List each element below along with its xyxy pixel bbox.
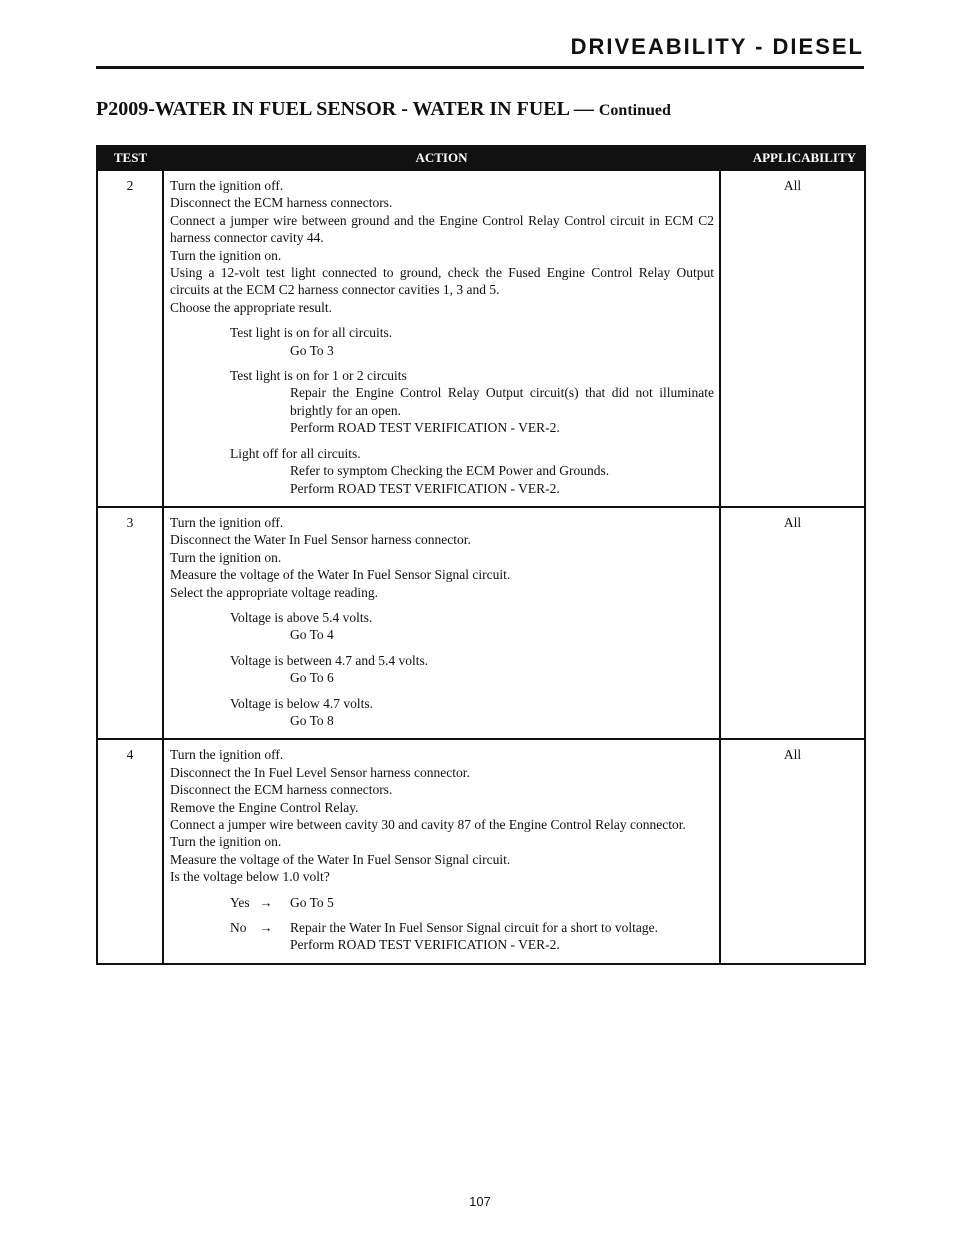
action-step: Using a 12-volt test light connected to ground, check the Fused Engine Control Relay Output circuits at the ECM C2 harness connector cavities 1, 3 and 5. (170, 265, 714, 298)
column-header-applicability: APPLICABILITY (720, 146, 865, 170)
header-rule (96, 66, 864, 69)
result-outcome: Perform ROAD TEST VERIFICATION - VER-2. (290, 480, 560, 496)
page-title (96, 98, 671, 121)
result-option (230, 652, 714, 687)
action-step: Connect a jumper wire between ground and the Engine Control Relay Control circuit in ECM C2 harness connector cavity 44. (170, 212, 714, 246)
applicability-value: All (720, 507, 865, 739)
answer-no (230, 919, 714, 954)
applicability-value: All (720, 170, 865, 507)
answer-label: No (230, 920, 247, 936)
action-step: Turn the ignition off. (170, 747, 284, 763)
result-outcome: Go To 4 (290, 627, 334, 643)
answer-text: Repair the Water In Fuel Sensor Signal circuit for a short to voltage. (290, 920, 658, 936)
result-option (230, 695, 714, 730)
action-step: Select the appropriate voltage reading. (170, 584, 379, 600)
continued-label: Continued (598, 102, 671, 119)
result-outcome: Perform ROAD TEST VERIFICATION - VER-2. (290, 420, 560, 436)
test-number: 3 (97, 507, 163, 739)
arrow-right-icon: → (259, 894, 273, 910)
answer-yes (230, 894, 714, 911)
page-title-text: P2009-WATER IN FUEL SENSOR - WATER IN FUEL — (96, 98, 594, 120)
answer-text: Go To 5 (290, 894, 334, 910)
test-number: 2 (97, 170, 163, 507)
test-number: 4 (97, 739, 163, 963)
action-step: Choose the appropriate result. (170, 299, 332, 315)
result-label: Test light is on for 1 or 2 circuits (230, 368, 407, 384)
result-label: Test light is on for all circuits. (230, 325, 393, 341)
action-cell (163, 507, 720, 739)
action-step: Measure the voltage of the Water In Fuel Sensor Signal circuit. (170, 567, 511, 583)
result-option (230, 367, 714, 437)
action-step: Disconnect the ECM harness connectors. (170, 782, 393, 798)
result-outcome: Go To 6 (290, 670, 334, 686)
section-header: DRIVEABILITY - DIESEL (570, 34, 864, 59)
arrow-right-icon: → (259, 920, 273, 936)
table-row (97, 507, 865, 739)
result-outcome: Refer to symptom Checking the ECM Power and Grounds. (290, 463, 610, 479)
action-step: Disconnect the Water In Fuel Sensor harness connector. (170, 532, 471, 548)
result-outcome: Go To 3 (290, 342, 334, 358)
table-header-row (97, 146, 865, 170)
table-row (97, 739, 865, 963)
action-step: Is the voltage below 1.0 volt? (170, 869, 330, 885)
answer-label: Yes (230, 894, 250, 910)
action-step: Measure the voltage of the Water In Fuel Sensor Signal circuit. (170, 851, 511, 867)
column-header-action: ACTION (163, 146, 720, 170)
action-cell (163, 739, 720, 963)
action-step: Remove the Engine Control Relay. (170, 799, 359, 815)
result-label: Voltage is above 5.4 volts. (230, 609, 373, 625)
action-step: Turn the ignition on. (170, 247, 282, 263)
result-label: Light off for all circuits. (230, 445, 361, 461)
result-option (230, 445, 714, 497)
result-outcome: Repair the Engine Control Relay Output circuit(s) that did not illuminate brightly for an open. (290, 385, 714, 418)
table-row (97, 170, 865, 507)
applicability-value: All (720, 739, 865, 963)
action-step: Disconnect the In Fuel Level Sensor harness connector. (170, 764, 470, 780)
result-option (230, 609, 714, 644)
action-step: Turn the ignition on. (170, 834, 282, 850)
action-step: Connect a jumper wire between cavity 30 and cavity 87 of the Engine Control Relay connector. (170, 817, 686, 832)
answer-extra: Perform ROAD TEST VERIFICATION - VER-2. (290, 937, 560, 953)
action-cell (163, 170, 720, 507)
page-number: 107 (469, 1194, 491, 1209)
action-step: Turn the ignition off. (170, 514, 284, 530)
action-step: Turn the ignition off. (170, 178, 284, 193)
result-option (230, 324, 714, 359)
result-label: Voltage is below 4.7 volts. (230, 695, 373, 711)
result-label: Voltage is between 4.7 and 5.4 volts. (230, 652, 429, 668)
result-outcome: Go To 8 (290, 712, 334, 728)
procedure-table (96, 145, 866, 965)
action-step: Disconnect the ECM harness connectors. (170, 195, 393, 211)
action-step: Turn the ignition on. (170, 549, 282, 565)
column-header-test: TEST (97, 146, 163, 170)
